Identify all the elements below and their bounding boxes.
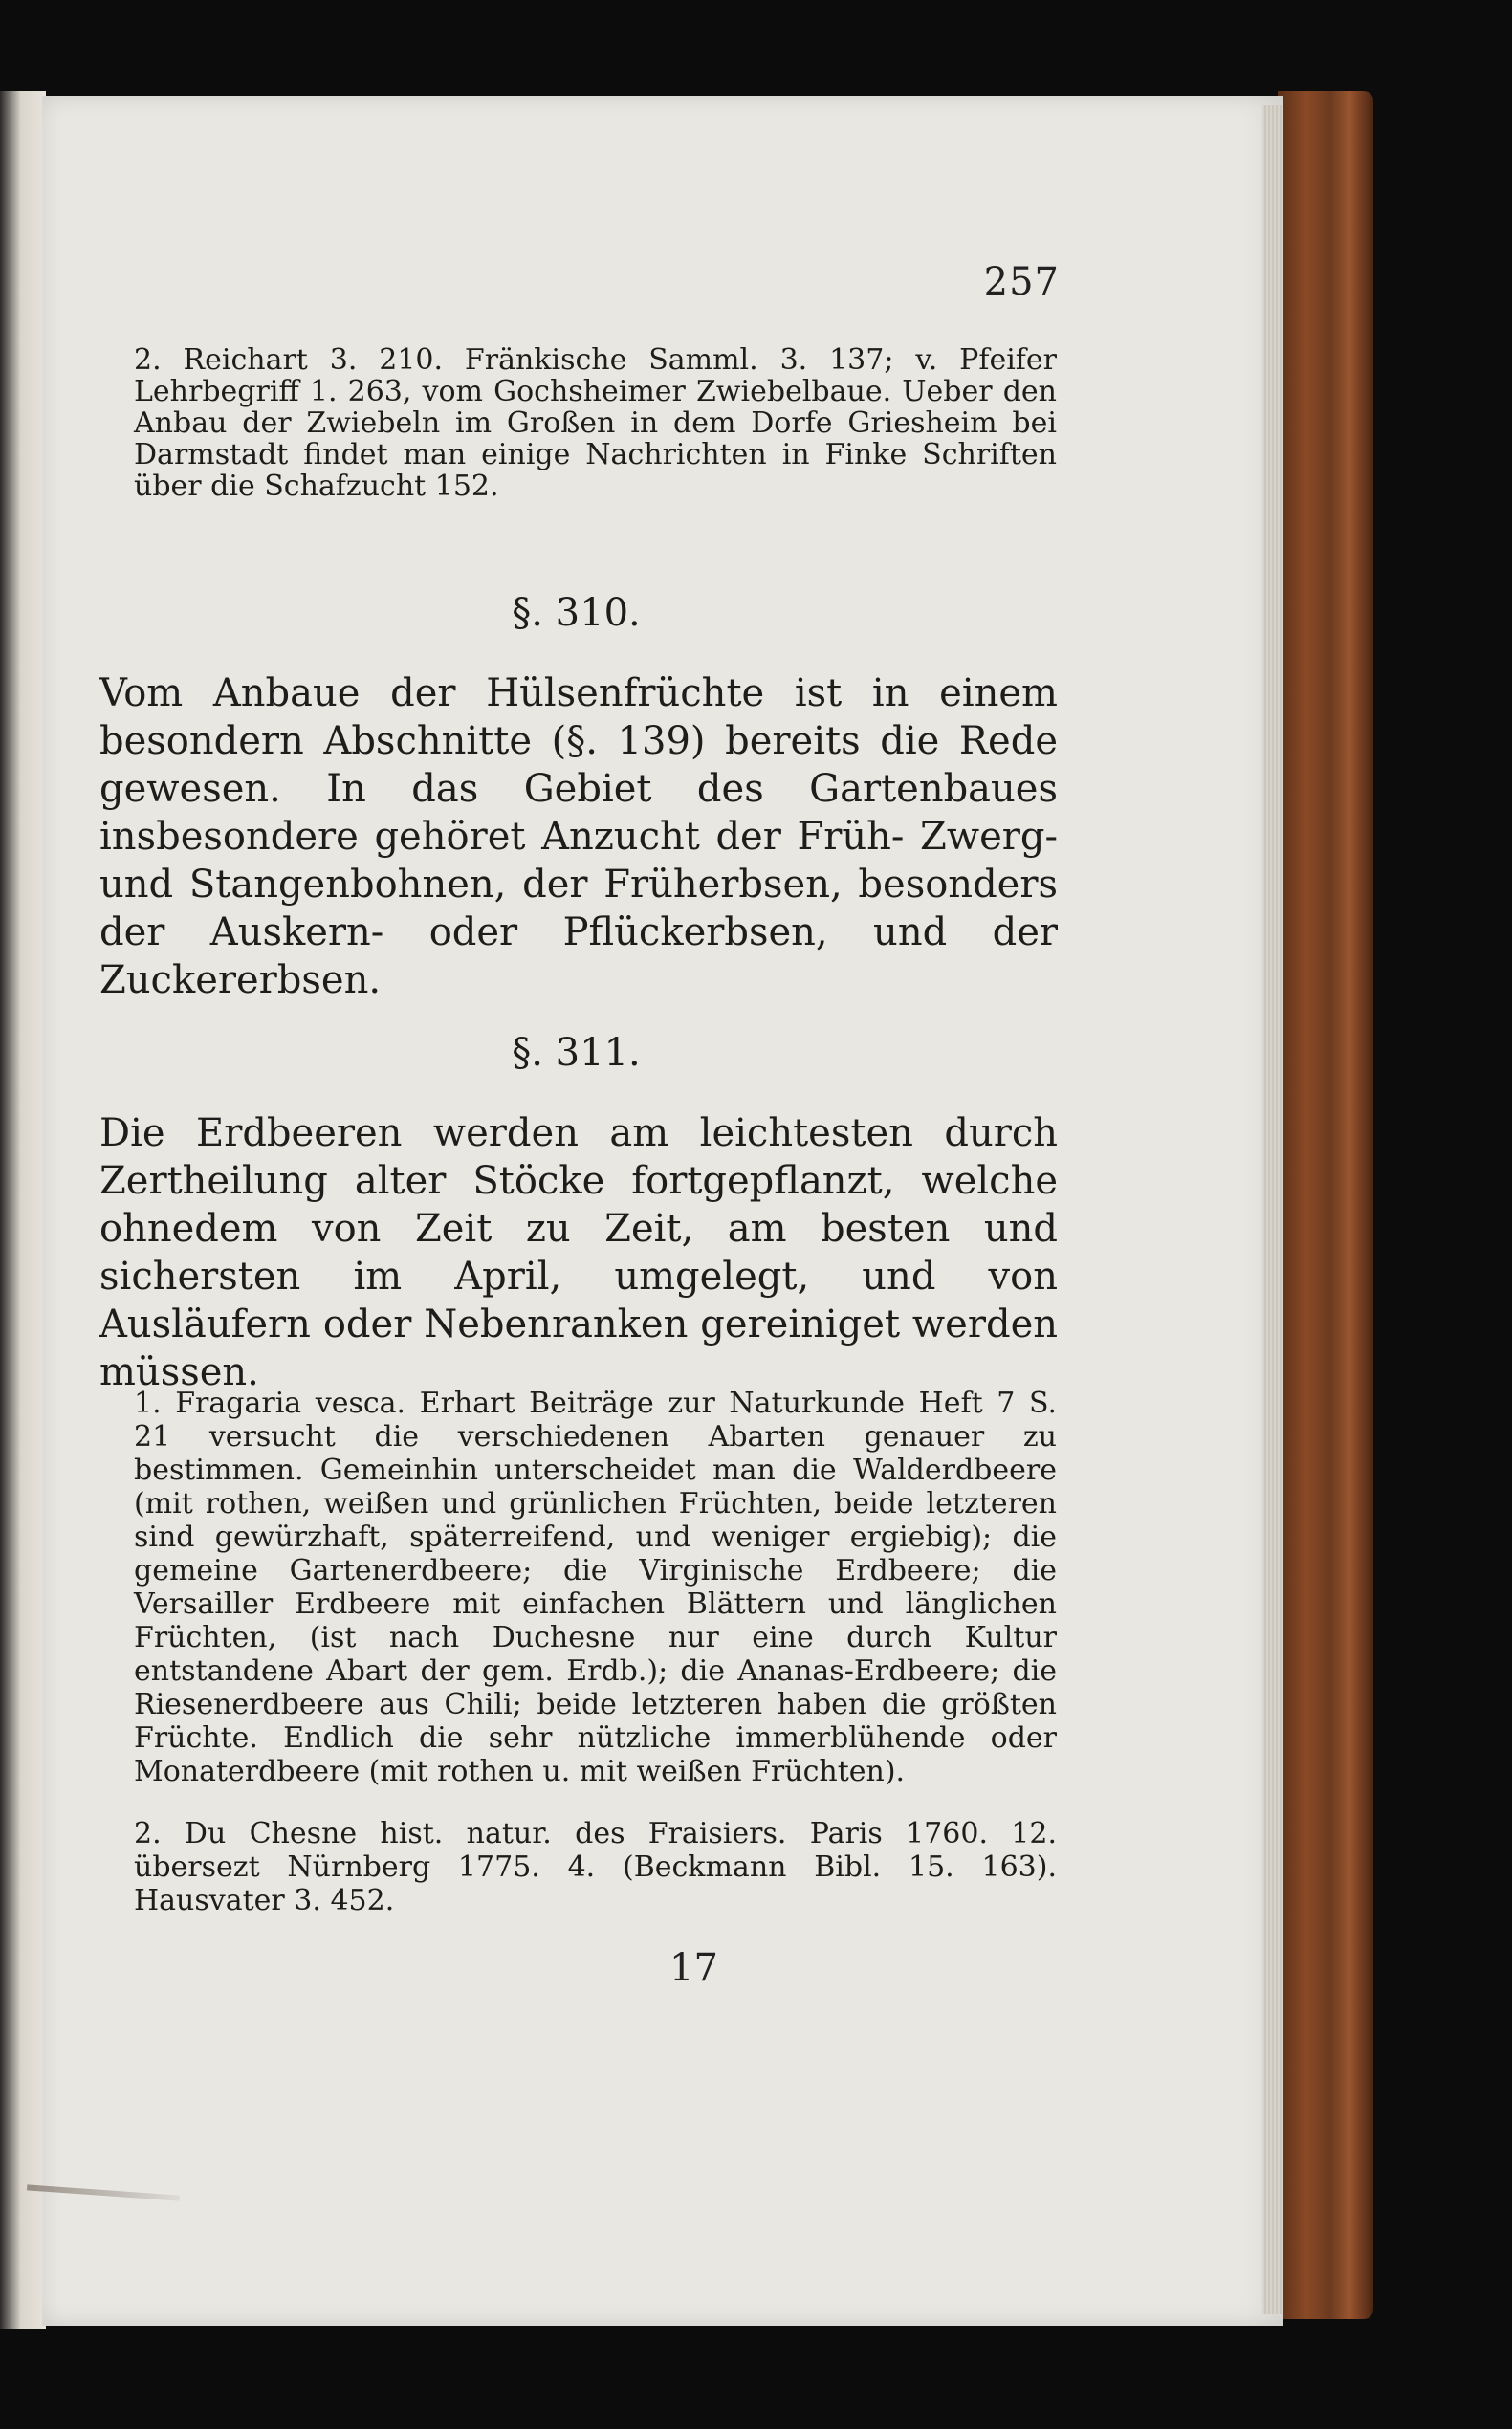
footnote-continued: 2. Reichart 3. 210. Fränkische Samml. 3. 137; v. Pfeifer Lehrbegriff 1. 263, vom Gochsheimer Zwiebelbaue. Ueber den Anbau der Zwiebeln im Großen in dem Dorfe Griesheim bei Darmstadt findet man einige Nachrichten in Finke Schriften über die Schafzucht 152. <box>134 343 1057 503</box>
page-stack-edge <box>1262 105 1283 2314</box>
section-310-paragraph: Vom Anbaue der Hülsenfrüchte ist in einem besondern Abschnitte (§. 139) bereits die Rede gewesen. In das Gebiet des Gartenbaues insbesondere gehöret Anzucht der Früh- Zwerg- und Stangenbohnen, der Früherbsen, besonders der Auskern- oder Pflückerbsen, und der Zuckererbsen. <box>99 671 1058 1002</box>
signature-mark: 17 <box>669 1946 718 1990</box>
footnote-2: 2. Du Chesne hist. natur. des Fraisiers. Paris 1760. 12. übersezt Nürnberg 1775. 4. (Beckmann Bibl. 15. 163). Hausvater 3. 452. <box>134 1817 1057 1917</box>
section-311-paragraph: Die Erdbeeren werden am leichtesten durch Zertheilung alter Stöcke fortgepflanzt, welche ohnedem von Zeit zu Zeit, am besten und sichersten im April, umgelegt, und von Ausläufern oder Nebenranken gereiniget werden müssen. <box>99 1111 1058 1394</box>
section-heading-310: §. 310. <box>512 591 641 635</box>
book-edge-left <box>0 91 46 2329</box>
footnote-1: 1. Fragaria vesca. Erhart Beiträge zur Naturkunde Heft 7 S. 21 versucht die verschiedenen Abarten genauer zu bestimmen. Gemeinhin unterscheidet man die Walderdbeere (mit rothen, weißen und grünlichen Früchten, beide letzteren sind gewürzhaft, späterreifend, und weniger ergiebig); die gemeine Gartenerdbeere; die Virginische Erdbeere; die Versailler Erdbeere mit einfachen Blättern und länglichen Früchten, (ist nach Duchesne nur eine durch Kultur entstandene Abart der gem. Erdb.); die Ananas-Erdbeere; die Riesenerdbeere aus Chili; beide letzteren haben die größten Früchte. Endlich die sehr nützliche immerblühende oder Monaterdbeere (mit rothen u. mit weißen Früchten). <box>134 1387 1057 1788</box>
book-cover-edge <box>1278 91 1373 2319</box>
section-heading-311: §. 311. <box>512 1031 641 1075</box>
page-number: 257 <box>983 260 1060 304</box>
